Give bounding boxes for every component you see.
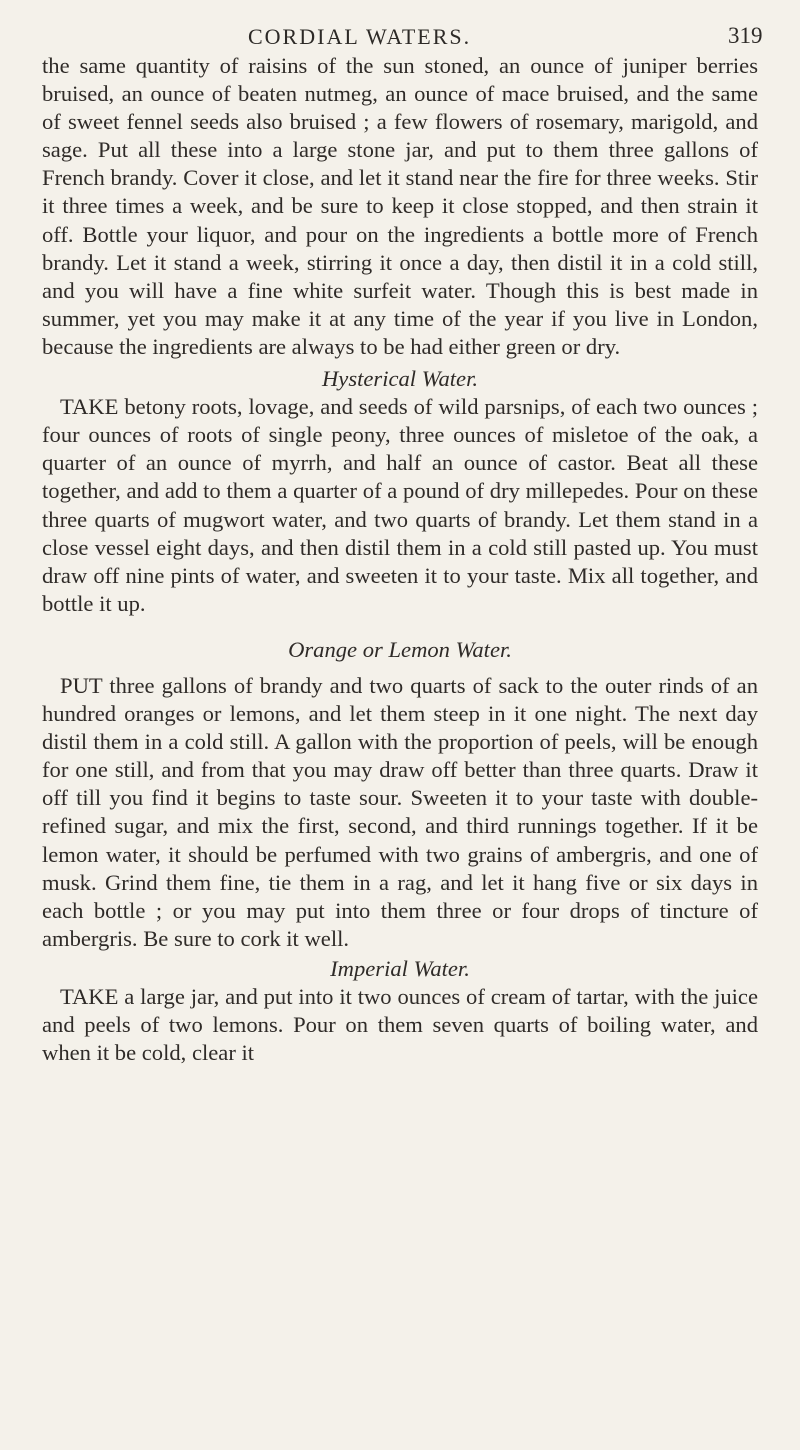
section-heading-imperial-water: Imperial Water. [330, 955, 470, 981]
paragraph-orange-lemon-water: PUT three gallons of brandy and two quarts of sack to the outer rinds of an hundred oranges or lemons, and let them steep in it one night. The next day distil them in a cold still. A gallon with the proportion of peels, will be enough for one still, and from that you may draw off better than three quarts. Draw it off till you find it begins to taste sour. Sweeten it to your taste with double-refined sugar, and mix the first, second, and third runnings together. If it be lemon water, it should be perfumed with two grains of ambergris, and one of musk. Grind them fine, tie them in a rag, and let it hang five or six days in each bottle ; or you may put into them three or four drops of tincture of ambergris. Be sure to cork it well. [42, 672, 758, 951]
running-head [0, 22, 800, 52]
running-title: CORDIAL WATERS. [248, 24, 472, 49]
intro-paragraph: the same quantity of raisins of the sun stoned, an ounce of juniper berries bruised, an ounce of beaten nutmeg, an ounce of mace bruised, and the same of sweet fennel seeds also bruised ; a few flowers of rosemary, marigold, and sage. Put all these into a large stone jar, and put to them three gallons of French brandy. Cover it close, and let it stand near the fire for three weeks. Stir it three times a week, and be sure to keep it close stopped, and then strain it off. Bottle your liquor, and pour on the ingredients a bottle more of French brandy. Let it stand a week, stirring it once a day, then distil it in a cold still, and you will have a fine white surfeit water. Though this is best made in summer, yet you may make it at any time of the year if you live in London, because the ingredients are always to be had either green or dry. [42, 53, 758, 359]
body-text [42, 52, 758, 1067]
page-number: 319 [728, 23, 763, 48]
paragraph-imperial-water: TAKE a large jar, and put into it two ounces of cream of tartar, with the juice and peels of two lemons. Pour on them seven quarts of boiling water, and when it be cold, clear it [42, 984, 758, 1066]
section-heading-hysterical-water: Hysterical Water. [321, 366, 479, 392]
section-heading-orange-lemon-water: Orange or Lemon Water. [288, 636, 512, 662]
paragraph-hysterical-water: TAKE betony roots, lovage, and seeds of wild parsnips, of each two ounces ; four ounces of roots of single peony, three ounces of misletoe of the oak, a quarter of an ounce of myrrh, and half an ounce of castor. Beat all these together, and add to them a quarter of a pound of dry millepedes. Pour on these three quarts of mugwort water, and two quarts of brandy. Let them stand in a close vessel eight days, and then distil them in a cold still pasted up. You must draw off nine pints of water, and sweeten it to your taste. Mix all together, and bottle it up. [42, 394, 758, 616]
